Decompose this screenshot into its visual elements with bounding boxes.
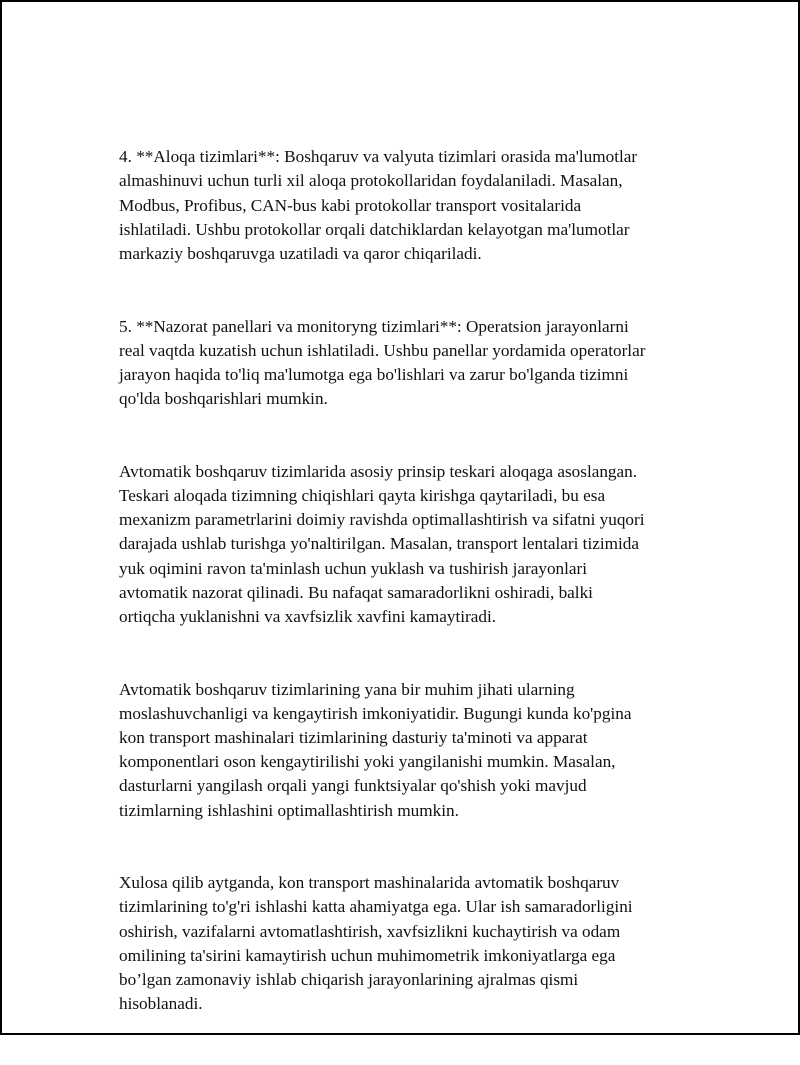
paragraph-conclusion: Xulosa qilib aytganda, kon transport mashinalarida avtomatik boshqaruv tizimlarining to'g'ri ishlashi katta ahamiyatga ega. Ular ish samaradorligini oshirish, vazifalarni avtomatlashtirish, xavfsizlikni kuchaytirish va odam omilining ta'sirini kamaytirish uchun muhimometrik imkoniyatlarga ega bo’lgan zamonaviy ishlab chiqarish jarayonlarining ajralmas qismi hisoblanadi. (119, 873, 633, 1014)
paragraph-feedback-principle: Avtomatik boshqaruv tizimlarida asosiy prinsip teskari aloqaga asoslangan. Teskari aloqada tizimning chiqishlari qayta kirishga qaytariladi, bu esa mexanizm parametrlarini doimiy ravishda optimallashtirish va sifatni yuqori darajada ushlab turishga yo'naltirilgan. Masalan, transport lentalari tizimida yuk oqimini ravon ta'minlash uchun yuklash va tushirish jarayonlari avtomatik nazorat qilinadi. Bu nafaqat samaradorlikni oshiradi, balki ortiqcha yuklanishni va xavfsizlik xavfini kamaytiradi. (119, 461, 645, 627)
paragraph-flexibility: Avtomatik boshqaruv tizimlarining yana bir muhim jihati ularning moslashuvchanligi va kengaytirish imkoniyatidir. Bugungi kunda ko'pgina kon transport mashinalari tizimlarining dasturiy ta'minoti va apparat komponentlari oson kengaytirilishi yoki yangilanishi mumkin. Masalan, dasturlarni yangilash orqali yangi funktsiyalar qo'shish yoki mavjud tizimlarning ishlashini optimallashtirish mumkin. (119, 679, 632, 820)
paragraph-communication-systems: 4. **Aloqa tizimlari**: Boshqaruv va valyuta tizimlari orasida ma'lumotlar almashinuvi uchun turli xil aloqa protokollaridan foydalaniladi. Masalan, Modbus, Profibus, CAN-bus kabi protokollar transport vositalarida ishlatiladi. Ushbu protokollar orqali datchiklardan kelayotgan ma'lumotlar markaziy boshqaruvga uzatiladi va qaror chiqariladi. (119, 147, 638, 264)
document-body (119, 121, 699, 1065)
paragraph-control-panels: 5. **Nazorat panellari va monitoryng tizimlari**: Operatsion jarayonlarni real vaqtda kuzatish uchun ishlatiladi. Ushbu panellar yordamida operatorlar jarayon haqida to'liq ma'lumotga ega bo'lishlari va zarur bo'lganda tizimni qo'lda boshqarishlari mumkin. (119, 316, 646, 409)
